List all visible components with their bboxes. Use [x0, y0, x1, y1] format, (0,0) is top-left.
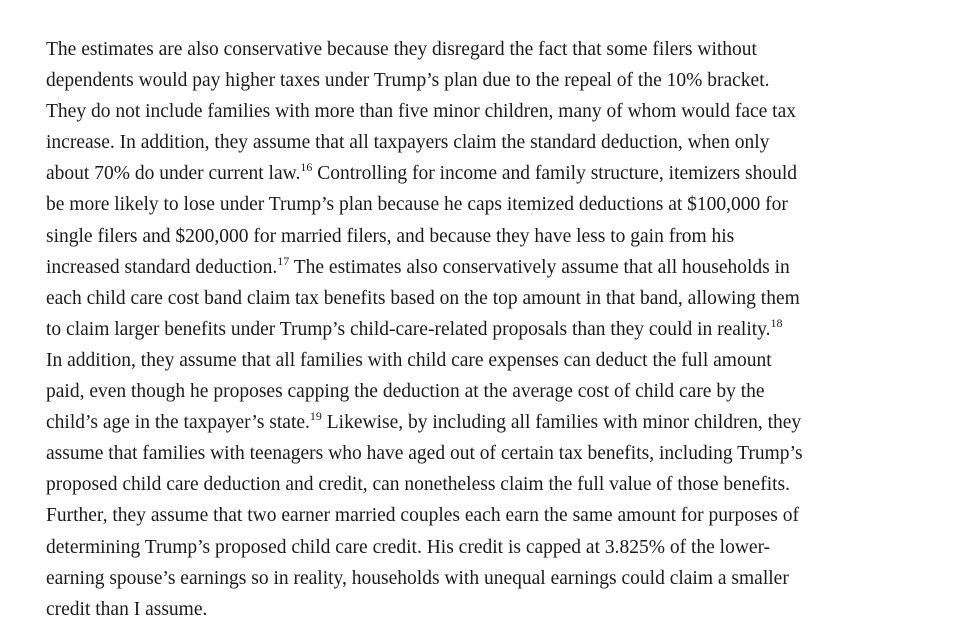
footnote-ref[interactable]: 18	[770, 315, 783, 330]
line-text: Controlling for income and family structure, itemizers should	[312, 163, 798, 185]
paragraph-line: each child care cost band claim tax benefits based on the top amount in that band, allowing them	[46, 287, 800, 309]
paragraph-line: assume that families with teenagers who have aged out of certain tax benefits, including Trump’s	[46, 443, 803, 465]
paragraph-line: increase. In addition, they assume that all taxpayers claim the standard deduction, when only	[46, 132, 770, 154]
document-page	[46, 34, 906, 625]
paragraph-line: credit than I assume.	[46, 598, 208, 620]
paragraph-line: dependents would pay higher taxes under Trump’s plan due to the repeal of the 10% bracket.	[46, 70, 770, 92]
paragraph-line: determining Trump’s proposed child care credit. His credit is capped at 3.825% of the lower-	[46, 536, 771, 558]
line-text: increased standard deduction.	[46, 256, 278, 278]
paragraph-line: be more likely to lose under Trump’s plan because he caps itemized deductions at $100,000 for	[46, 194, 788, 216]
paragraph-line	[46, 252, 906, 283]
paragraph-line: They do not include families with more than five minor children, many of whom would face tax	[46, 101, 797, 123]
line-text: about 70% do under current law.	[46, 163, 301, 185]
line-text: to claim larger benefits under Trump’s child-care-related proposals than they could in reality.	[46, 318, 771, 340]
paragraph-line: paid, even though he proposes capping the deduction at the average cost of child care by the	[46, 381, 765, 403]
paragraph-line: In addition, they assume that all families with child care expenses can deduct the full amount	[46, 349, 772, 371]
paragraph-line	[46, 407, 906, 438]
paragraph-line: earning spouse’s earnings so in reality, households with unequal earnings could claim a smaller	[46, 567, 789, 589]
line-text: Likewise, by including all families with minor children, they	[321, 412, 802, 434]
paragraph-line: single filers and $200,000 for married filers, and because they have less to gain from his	[46, 225, 735, 247]
footnote-ref[interactable]: 19	[309, 409, 322, 424]
paragraph-line: The estimates are also conservative because they disregard the fact that some filers without	[46, 39, 757, 60]
line-text: The estimates also conservatively assume that all households in	[289, 256, 790, 278]
body-paragraph	[46, 34, 906, 625]
paragraph-line: proposed child care deduction and credit, can nonetheless claim the full value of those benefits.	[46, 474, 790, 496]
footnote-ref[interactable]: 17	[277, 253, 290, 268]
line-text: child’s age in the taxpayer’s state.	[46, 412, 310, 434]
paragraph-line	[46, 158, 906, 189]
footnote-ref[interactable]: 16	[300, 160, 313, 175]
paragraph-line	[46, 314, 906, 345]
paragraph-line: Further, they assume that two earner married couples each earn the same amount for purposes of	[46, 505, 799, 527]
